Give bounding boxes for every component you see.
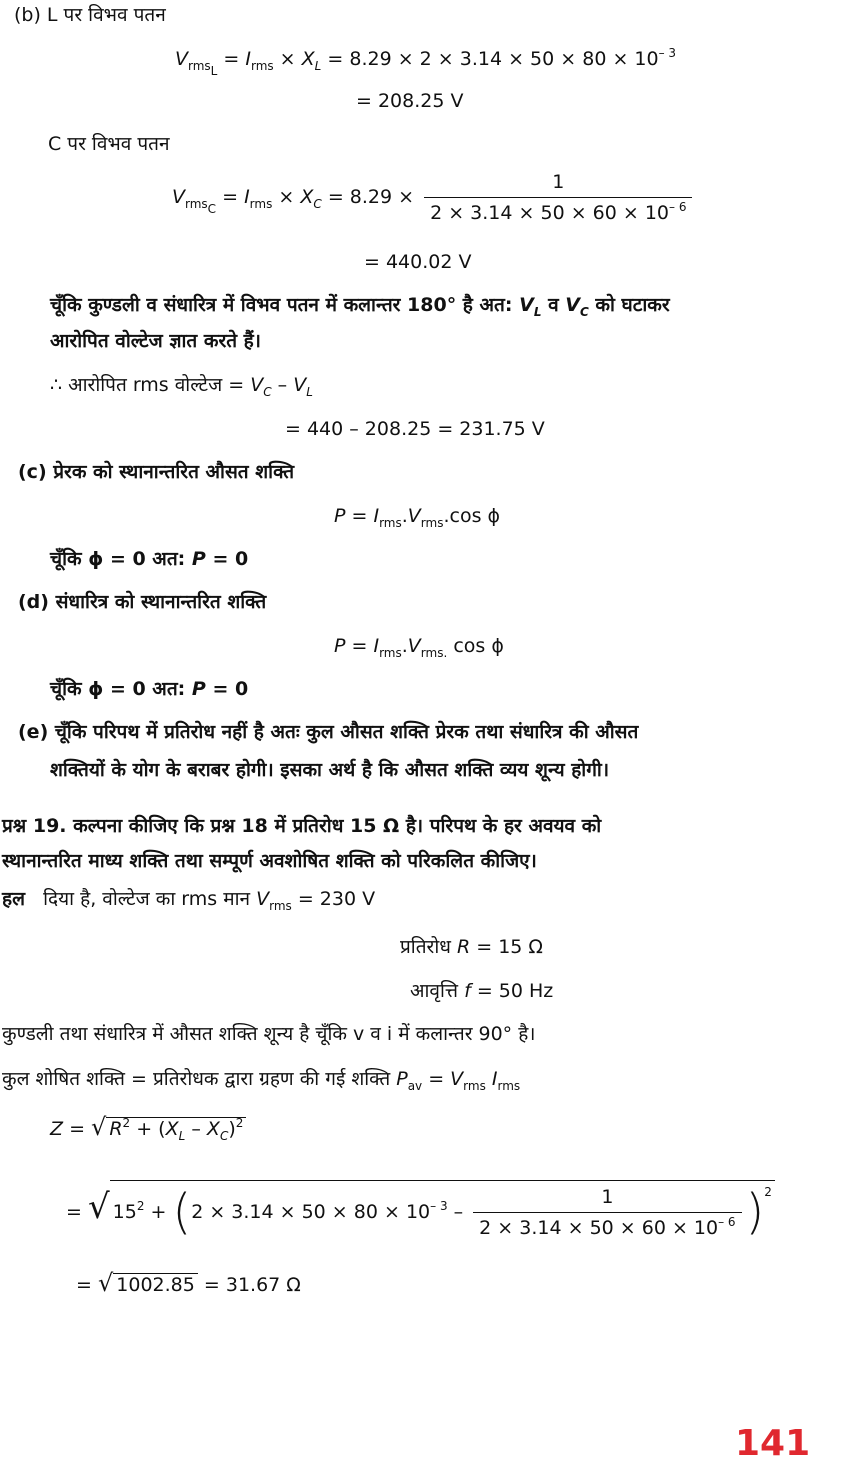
frequency-given: आवृत्ति f = 50 Hz <box>410 980 554 1002</box>
part-e-line-1: (e) चूँकि परिपथ में प्रतिरोध नहीं है अतः कुल औसत शक्ति प्रेरक तथा संधारित्र की औसत <box>18 721 639 743</box>
paragraph-line-2: आरोपित वोल्टेज ज्ञात करते हैं। <box>50 330 261 352</box>
applied-voltage-eq: ∴ आरोपित rms वोल्टेज = $V_C - V_L$ <box>50 374 313 399</box>
phi-zero-c: चूँकि ϕ = 0 अत: P = 0 <box>50 548 249 570</box>
vl-equation: $V_{rms_L} = I_{rms} \times X_L = 8.29 \times 2 \times 3.14 \times 50 \times 80 \times 10^{- 3}$ <box>175 46 677 78</box>
part-e-line-2: शक्तियों के योग के बराबर होगी। इसका अर्थ है कि औसत शक्ति व्यय शून्य होगी। <box>50 759 610 781</box>
question-19-line-1: प्रश्न 19. कल्पना कीजिए कि प्रश्न 18 में प्रतिरोध 15 Ω है। परिपथ के हर अवयव को <box>2 815 602 837</box>
solution-given: हल दिया है, वोल्टेज का rms मान $V_{rms} = 230$ V <box>2 888 376 913</box>
part-d-heading: (d) संधारित्र को स्थानान्तरित शक्ति <box>18 591 267 613</box>
impedance-substitution: = √ $15^2 + (2 \times 3.14 \times 50 \times 80 \times 10^{- 3}$ – $\frac{1}{2 \times 3.14 \times 50 \times 60 \times 10^{- 6}}$ )$^2$ <box>66 1180 775 1240</box>
paragraph-line-1: चूँकि कुण्डली व संधारित्र में विभव पतन में कलान्तर 180° है अत: $V_L$ व $V_C$ को घटाकर <box>50 294 670 319</box>
phi-zero-d: चूँकि ϕ = 0 अत: P = 0 <box>50 678 249 700</box>
vc-result: = 440.02 V <box>364 251 472 273</box>
vc-fraction: $\frac{1}{2 \times 3.14 \times 50 \times 60 \times 10^{- 6}}$ <box>424 170 692 225</box>
impedance-formula: Z = √ $R^2 + (X_L - X_C)^2$ <box>50 1114 246 1142</box>
c-heading: C पर विभव पतन <box>48 133 170 155</box>
impedance-result: = √ 1002.85 = 31.67 Ω <box>76 1269 301 1297</box>
applied-voltage-result: = 440 – 208.25 = 231.75 V <box>285 418 545 440</box>
coil-capacitor-statement: कुण्डली तथा संधारित्र में औसत शक्ति शून्य है चूँकि v व i में कलान्तर 90° है। <box>2 1023 536 1045</box>
power-formula-c: $P = I_{rms}.V_{rms}.\cos$ ϕ <box>334 505 501 530</box>
resistance-given: प्रतिरोध R = 15 Ω <box>400 936 543 958</box>
vl-result: = 208.25 V <box>356 90 464 112</box>
total-power-statement: कुल शोषित शक्ति = प्रतिरोधक द्वारा ग्रहण की गई शक्ति $P_{av} = V_{rms}$ $I_{rms}$ <box>2 1068 521 1093</box>
question-19-line-2: स्थानान्तरित माध्य शक्ति तथा सम्पूर्ण अवशोषित शक्ति को परिकलित कीजिए। <box>2 850 537 872</box>
part-b-heading: (b) L पर विभव पतन <box>14 4 166 26</box>
power-formula-d: $P = I_{rms}.V_{rms.}$ cos ϕ <box>334 635 504 660</box>
part-c-heading: (c) प्रेरक को स्थानान्तरित औसत शक्ति <box>18 461 295 483</box>
page-number: 141 <box>735 1423 811 1464</box>
vc-equation: $V_{rms_C} = I_{rms} \times X_C = 8.29$ × $\frac{1}{2 \times 3.14 \times 50 \times 60 \times 10^{- 6}}$ <box>172 170 696 225</box>
